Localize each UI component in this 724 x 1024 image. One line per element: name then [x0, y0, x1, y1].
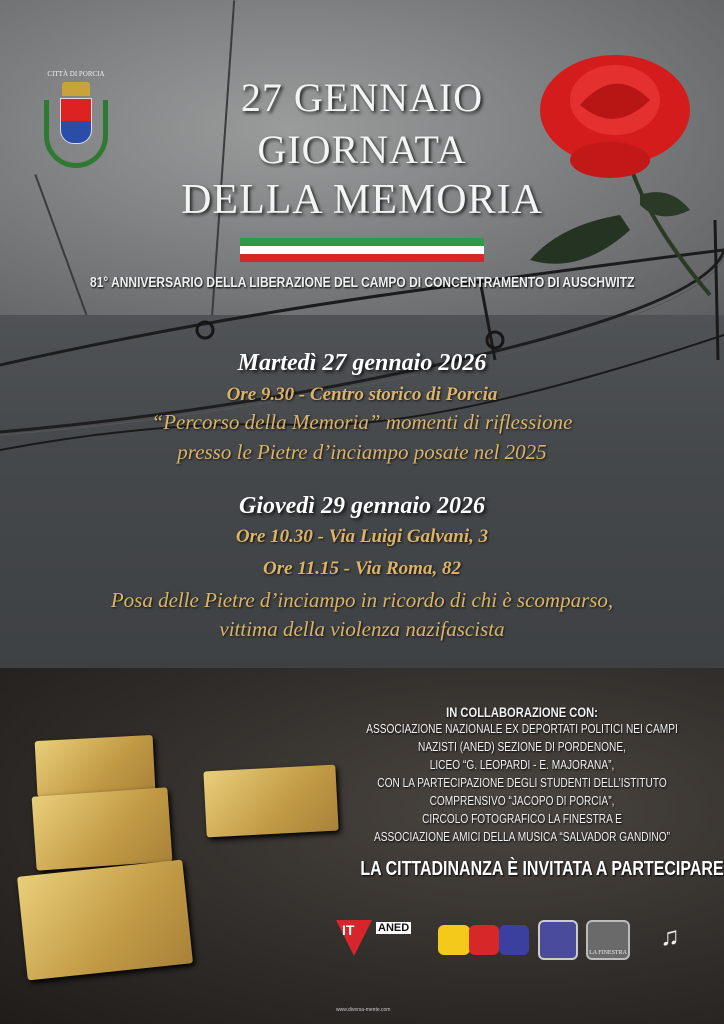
event-1-day: Martedì 27 gennaio 2026 — [237, 350, 487, 376]
liceo-logo-red — [469, 925, 499, 955]
school-logo — [538, 920, 578, 960]
collaboration-line: ASSOCIAZIONE NAZIONALE EX DEPORTATI POLITICI NEI CAMPI — [366, 721, 678, 736]
italian-flag-stripe — [240, 238, 484, 262]
footer-url: www.diversa-mente.com — [336, 1007, 391, 1013]
liceo-logo — [438, 925, 470, 955]
title-line-2: GIORNATA — [257, 127, 467, 172]
collaboration-line: LICEO “G. LEOPARDI - E. MAJORANA”, — [429, 757, 615, 772]
event-2-time: Ore 11.15 - Via Roma, 82 — [263, 558, 461, 579]
collaboration-block — [320, 704, 724, 846]
la-finestra-logo: LA FINESTRA — [586, 920, 630, 960]
event-2-description: Posa delle Pietre d’inciampo in ricordo di chi è scomparso, — [110, 588, 614, 612]
stumbling-stone-image — [17, 860, 193, 981]
stumbling-stone-image — [32, 787, 173, 870]
collaboration-line: CIRCOLO FOTOGRAFICO LA FINESTRA E — [422, 811, 622, 826]
title-line-3: DELLA MEMORIA — [181, 177, 543, 223]
music-association-logo: ♫ — [660, 922, 680, 951]
invite-row — [320, 858, 724, 881]
collaboration-line: COMPRENSIVO “JACOPO DI PORCIA”, — [429, 793, 615, 808]
event-2-time: Ore 10.30 - Via Luigi Galvani, 3 — [235, 526, 489, 547]
stumbling-stone-image — [203, 765, 338, 838]
collaboration-heading: IN COLLABORAZIONE CON: — [446, 704, 598, 720]
event-1-time: Ore 9.30 - Centro storico di Porcia — [226, 384, 498, 405]
crest-caption: CITTÀ DI PORCIA — [47, 70, 105, 78]
invitation-text: LA CITTADINANZA È INVITATA A PARTECIPARE — [360, 858, 724, 880]
title-line-1: 27 GENNAIO — [240, 75, 484, 120]
event-2-day: Giovedì 29 gennaio 2026 — [239, 493, 485, 519]
collaboration-line: NAZISTI (ANED) SEZIONE DI PORDENONE, — [418, 739, 626, 754]
aned-logo: IT ANED — [336, 918, 426, 960]
subtitle-row — [0, 274, 724, 292]
subtitle: 81° ANNIVERSARIO DELLA LIBERAZIONE DEL CAMPO DI CONCENTRAMENTO DI AUSCHWITZ — [89, 274, 635, 291]
collaboration-line: CON LA PARTECIPAZIONE DEGLI STUDENTI DELL’ISTITUTO — [377, 775, 667, 790]
event-1-description: “Percorso della Memoria” momenti di riflessione — [151, 410, 573, 434]
collaboration-line: ASSOCIAZIONE AMICI DELLA MUSICA “SALVADOR GANDINO” — [373, 829, 671, 844]
red-rose-image — [520, 45, 720, 305]
stumbling-stone-image — [35, 735, 156, 797]
event-2-description: vittima della violenza nazifascista — [219, 617, 505, 641]
event-1-description: presso le Pietre d’inciampo posate nel 2025 — [177, 440, 547, 464]
liceo-logo-blue — [499, 925, 529, 955]
